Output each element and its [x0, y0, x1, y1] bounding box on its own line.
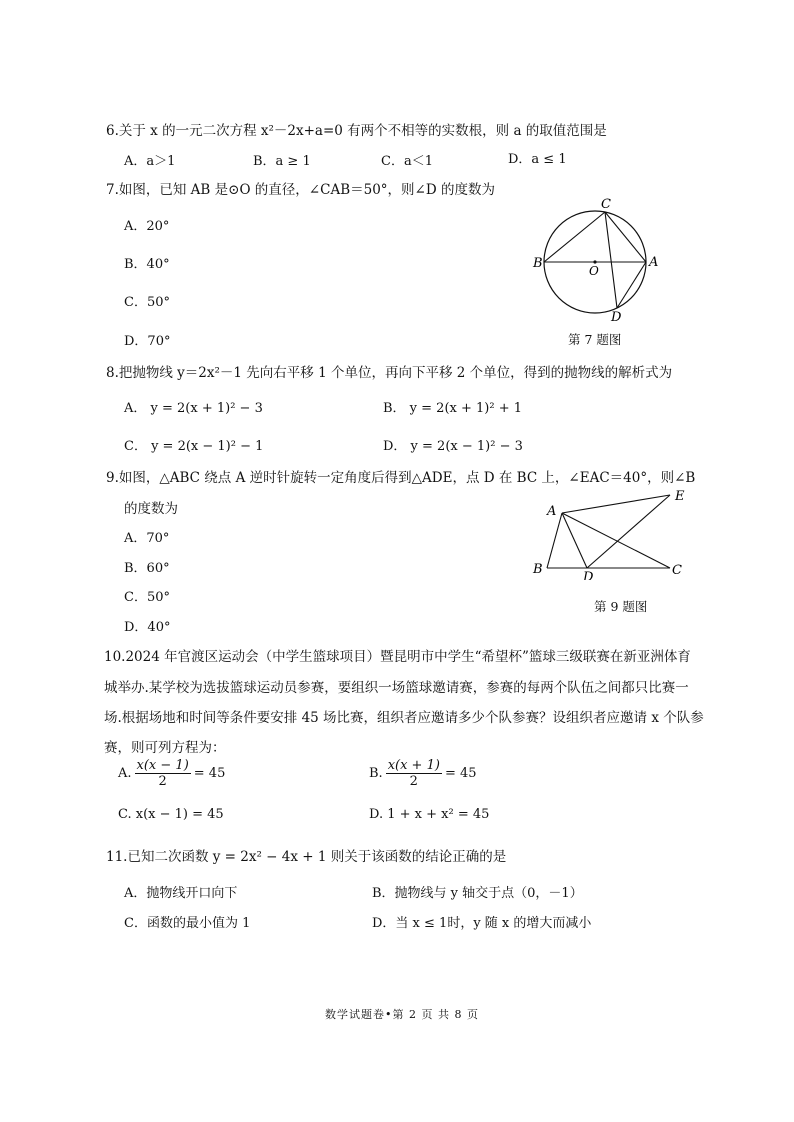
side-ac: [562, 513, 670, 568]
label-e: E: [675, 489, 685, 504]
label-b: B: [533, 562, 543, 577]
question-10-line-4: 赛，则可列方程为：: [104, 740, 226, 756]
question-6-option-b: B．a ≥ 1: [253, 154, 311, 169]
question-9-option-c: C．50°: [124, 590, 170, 605]
label-b: B: [533, 256, 543, 271]
figure-9-triangle-diagram: [525, 485, 695, 580]
question-7-option-c: C．50°: [124, 295, 170, 310]
question-10-option-c: C. x(x − 1) = 45: [118, 807, 224, 822]
label-d: D: [583, 570, 594, 580]
label-a: A: [547, 504, 557, 519]
option-a-numerator: x(x − 1): [136, 758, 189, 773]
figure-7-caption: 第 7 题图: [568, 332, 622, 347]
question-10-line-2: 城举办.某学校为选拔篮球运动员参赛，要组织一场篮球邀请赛，参赛的每两个队伍之间都只比赛一: [104, 680, 689, 696]
question-11-option-d: D．当 x ≤ 1时，y 随 x 的增大而减小: [372, 916, 592, 931]
question-11-option-a: A．抛物线开口向下: [124, 886, 238, 901]
question-8-option-d: D． y = 2(x − 1)² − 3: [383, 439, 523, 454]
page-footer: 数学试题卷•第 2 页 共 8 页: [325, 1008, 479, 1021]
label-a: A: [649, 255, 659, 270]
option-a-denominator: 2: [158, 774, 167, 789]
question-7-stem: 7.如图，已知 AB 是⊙O 的直径，∠CAB＝50°，则∠D 的度数为: [106, 182, 495, 198]
option-a-fraction: [135, 758, 191, 789]
question-11-option-c: C．函数的最小值为 1: [124, 916, 251, 931]
question-8-option-c: C． y = 2(x − 1)² − 1: [124, 439, 264, 454]
chord-cd: [605, 212, 617, 308]
question-9-option-b: B．60°: [124, 561, 170, 576]
question-8-option-a: A． y = 2(x + 1)² − 3: [124, 401, 263, 416]
question-10-option-b: [369, 758, 477, 789]
question-10-option-a: [118, 758, 225, 789]
question-9-option-d: D．40°: [124, 620, 171, 635]
chord-bc: [544, 212, 605, 262]
question-7-option-d: D．70°: [124, 334, 171, 349]
label-o: O: [589, 264, 599, 278]
chord-ad: [617, 262, 646, 308]
question-10-line-3: 场.根据场地和时间等条件要安排 45 场比赛，组织者应邀请多少个队参赛？设组织者应邀请 x 个队参: [104, 710, 704, 726]
question-6-option-d: D．a ≤ 1: [508, 152, 567, 167]
question-10-line-1: 10.2024 年官渡区运动会（中学生篮球项目）暨昆明市中学生“希望杯”篮球三级联赛在新亚洲体育: [104, 649, 691, 665]
question-8-stem: 8.把抛物线 y＝2x²－1 先向右平移 1 个单位，再向下平移 2 个单位，得到的抛物线的解析式为: [106, 365, 673, 381]
question-9-option-a: A．70°: [124, 531, 170, 546]
question-9-stem-line-2: 的度数为: [124, 501, 178, 517]
label-d: D: [611, 310, 622, 325]
question-6-option-c: C．a＜1: [381, 154, 433, 169]
question-7-option-a: A．20°: [124, 219, 170, 234]
question-11-stem: 11.已知二次函数 y = 2x² − 4x + 1 则关于该函数的结论正确的是: [106, 849, 507, 865]
option-b-fraction: [386, 758, 442, 789]
figure-7-circle-diagram: [525, 195, 685, 325]
side-ae: [562, 495, 670, 513]
option-a-label: A.: [118, 766, 132, 781]
question-10-option-d: D. 1 + x + x² = 45: [369, 807, 490, 822]
side-ab: [547, 513, 562, 568]
figure-9-caption: 第 9 题图: [594, 599, 648, 614]
option-b-numerator: x(x + 1): [387, 758, 440, 773]
question-9-stem-line-1: 9.如图，△ABC 绕点 A 逆时针旋转一定角度后得到△ADE，点 D 在 BC 上，∠EAC＝40°，则∠B: [106, 470, 696, 486]
option-b-label: B.: [369, 766, 383, 781]
label-c: C: [672, 563, 682, 578]
side-ad: [562, 513, 587, 568]
option-a-rhs: = 45: [193, 766, 226, 781]
option-b-denominator: 2: [409, 774, 418, 789]
question-8-option-b: B． y = 2(x + 1)² + 1: [383, 401, 523, 416]
option-b-rhs: = 45: [444, 766, 477, 781]
label-c: C: [601, 197, 611, 212]
question-6-option-a: A．a＞1: [124, 154, 176, 169]
question-7-option-b: B．40°: [124, 257, 170, 272]
question-11-option-b: B．抛物线与 y 轴交于点（0，－1）: [372, 886, 583, 901]
question-6-stem: 6.关于 x 的一元二次方程 x²－2x+a=0 有两个不相等的实数根，则 a 的取值范围是: [106, 123, 607, 139]
